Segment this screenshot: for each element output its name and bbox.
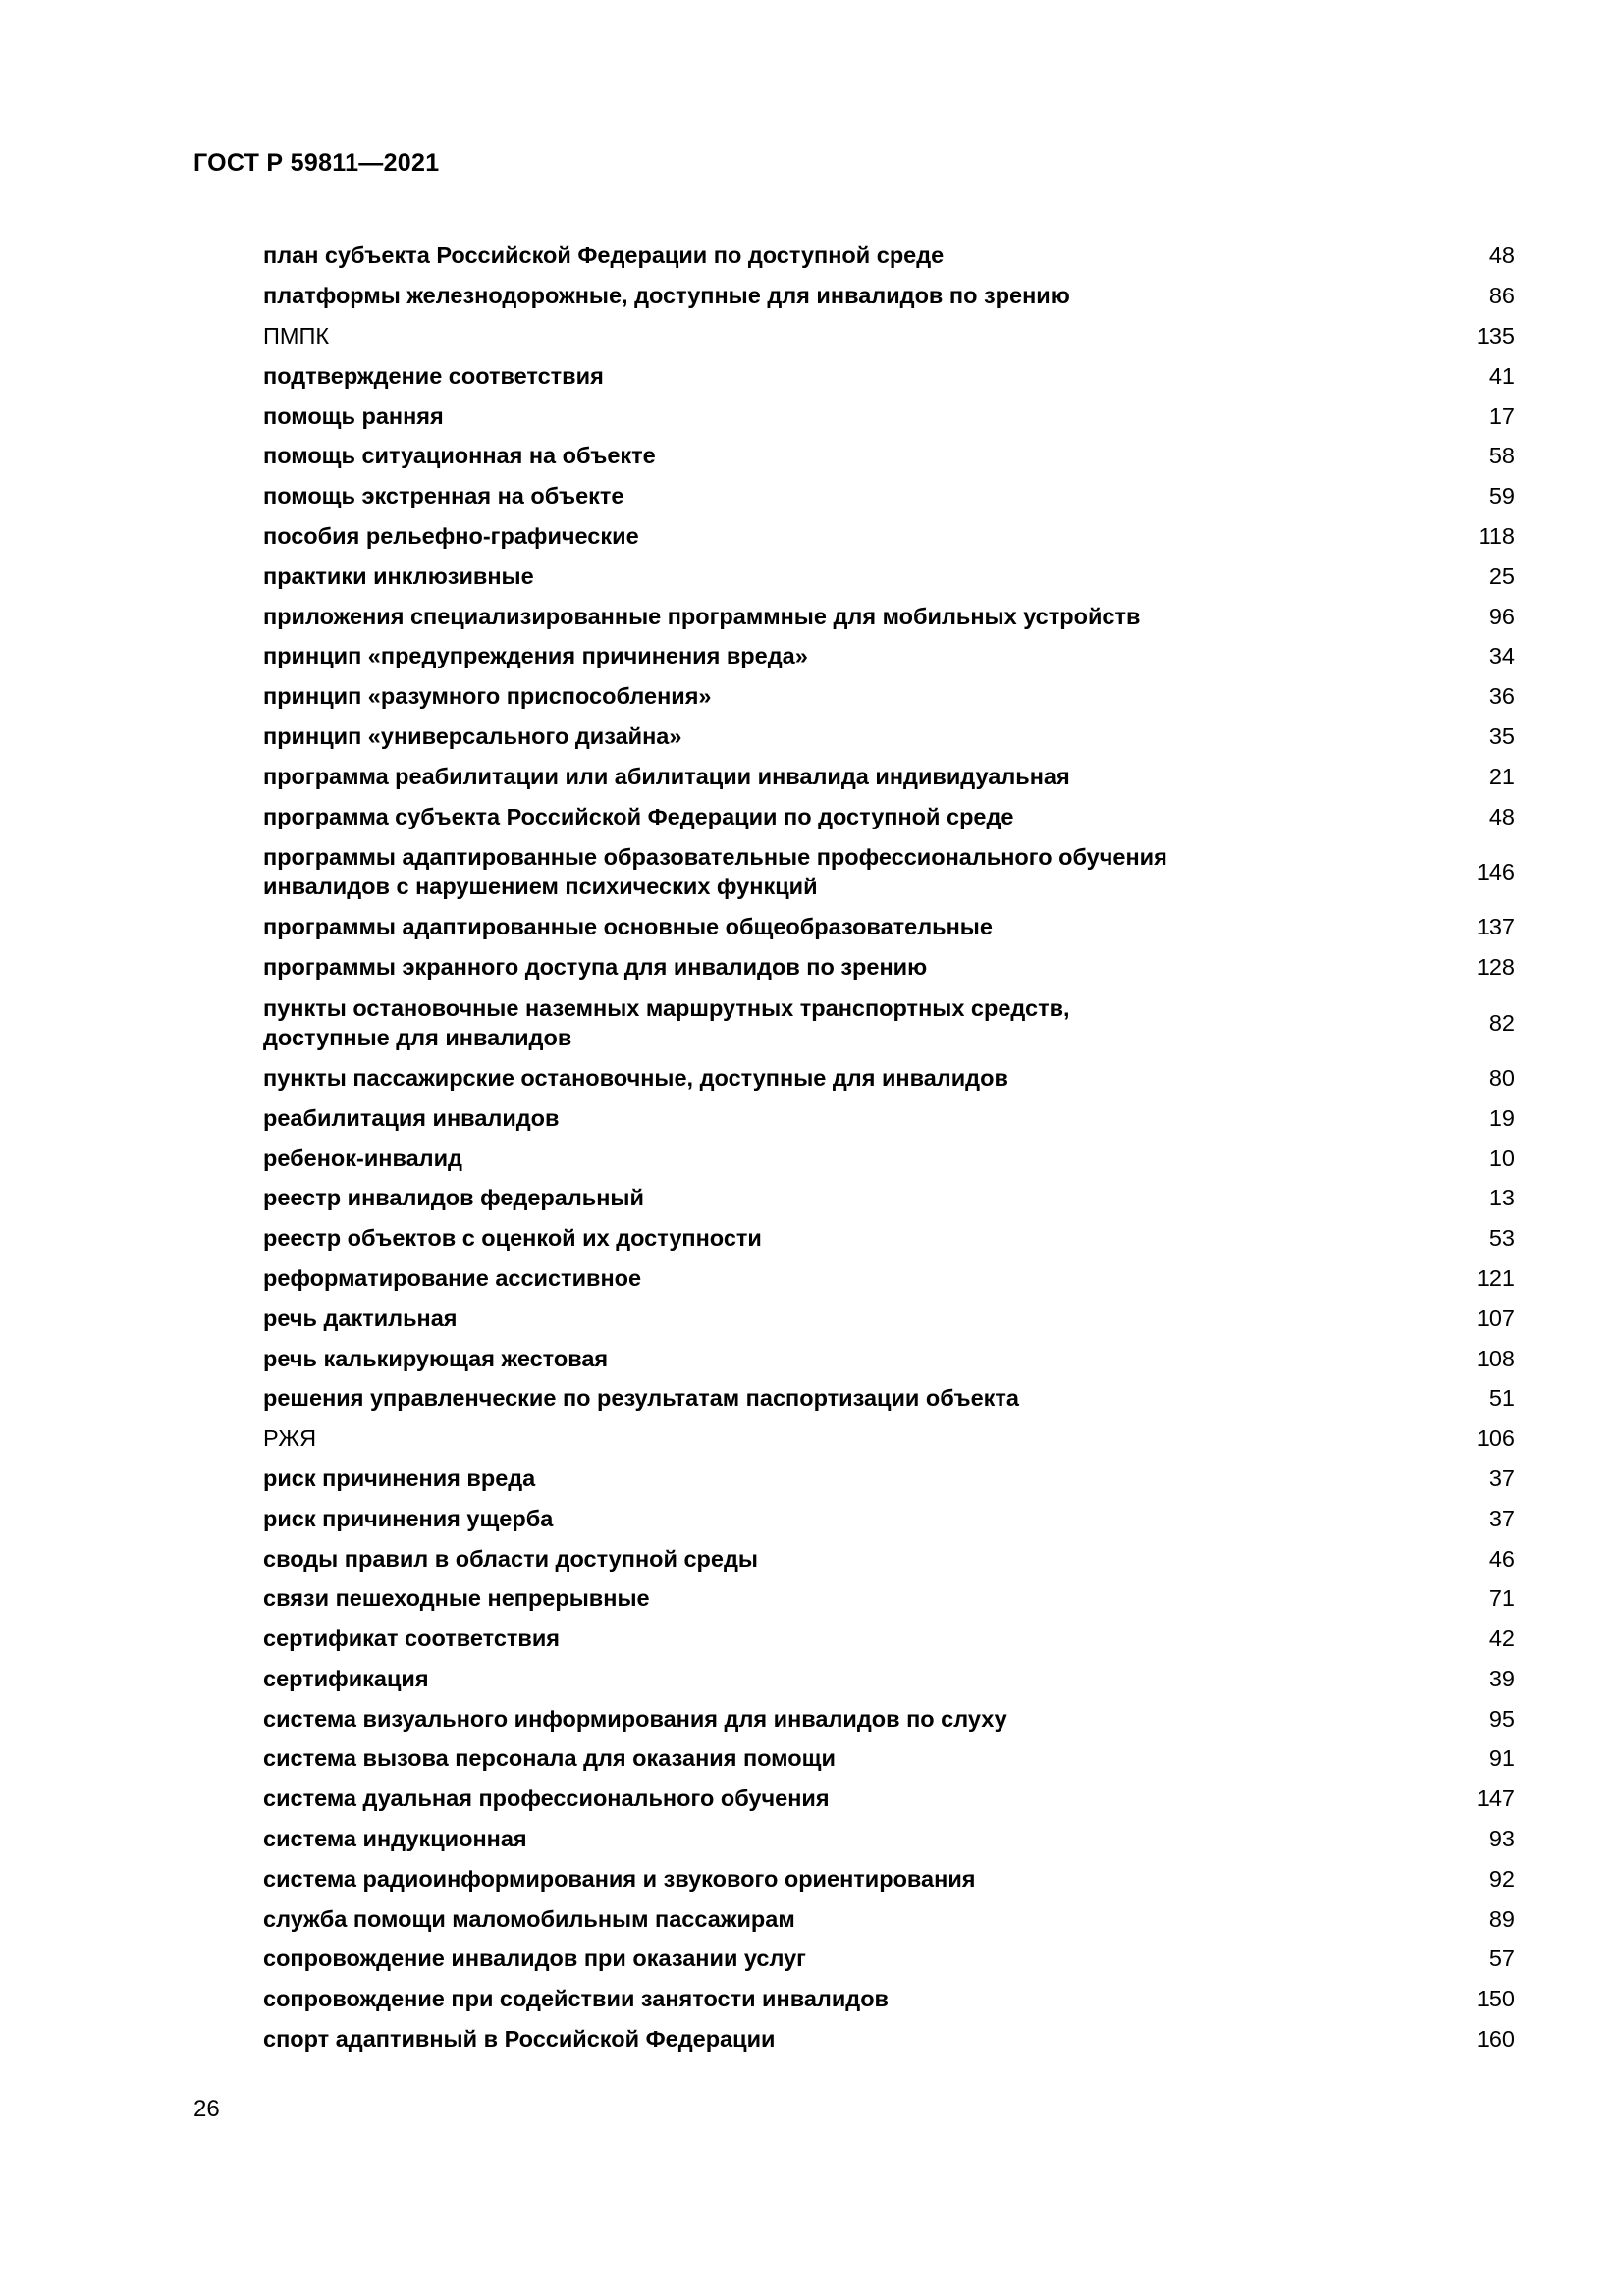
- index-term: принцип «разумного приспособления»: [263, 683, 712, 710]
- index-entry: [263, 1898, 1515, 1939]
- index-page: 58: [1489, 443, 1515, 469]
- index-entry: [263, 717, 1515, 757]
- index-page: 82: [1489, 1009, 1515, 1036]
- index-page: 89: [1489, 1905, 1515, 1932]
- index-term: программа субъекта Российской Федерации по доступной среде: [263, 803, 1014, 829]
- index-page: 160: [1476, 2026, 1515, 2053]
- index-entry: [263, 596, 1515, 636]
- index-term: ПМПК: [263, 322, 330, 348]
- index-term-line-2: доступные для инвалидов: [263, 1024, 572, 1050]
- index-entry: [263, 676, 1515, 717]
- index-term: реестр инвалидов федеральный: [263, 1185, 644, 1211]
- index-term: служба помощи маломобильным пассажирам: [263, 1905, 795, 1932]
- index-page: 91: [1489, 1745, 1515, 1772]
- index-term: сертификат соответствия: [263, 1626, 561, 1652]
- index-term-line-1: программы адаптированные образовательные профессионального обучения: [263, 843, 1167, 870]
- index-entry: [263, 1338, 1515, 1378]
- index-page: 96: [1489, 603, 1515, 629]
- index-term: программа реабилитации или абилитации инвалида индивидуальная: [263, 763, 1070, 789]
- index-term: [263, 993, 1070, 1052]
- index-term: реестр объектов с оценкой их доступности: [263, 1225, 762, 1252]
- index-page: 128: [1476, 954, 1515, 981]
- index-term: ребенок-инвалид: [263, 1145, 462, 1171]
- index-page: 48: [1489, 242, 1515, 269]
- index-page: 121: [1476, 1264, 1515, 1291]
- index-page: 59: [1489, 483, 1515, 509]
- index-term: реформатирование ассистивное: [263, 1264, 642, 1291]
- index-term-line-1: пункты остановочные наземных маршрутных транспортных средств,: [263, 994, 1070, 1021]
- index-entry: [263, 636, 1515, 676]
- index-entry: [263, 396, 1515, 436]
- index-entry: [263, 1578, 1515, 1619]
- index-page: 147: [1476, 1786, 1515, 1812]
- index-page: 37: [1489, 1505, 1515, 1531]
- index-entry: [263, 1498, 1515, 1538]
- index-term: пункты пассажирские остановочные, доступные для инвалидов: [263, 1064, 1008, 1091]
- index-entry: [263, 1097, 1515, 1138]
- index-page: 51: [1489, 1385, 1515, 1412]
- index-entry: [263, 556, 1515, 596]
- index-term: система визуального информирования для инвалидов по слуху: [263, 1705, 1007, 1732]
- index-page: 13: [1489, 1185, 1515, 1211]
- index-entry: [263, 1538, 1515, 1578]
- index-entry: [263, 1418, 1515, 1459]
- index-page: 146: [1476, 858, 1515, 884]
- index-term-line-2: инвалидов с нарушением психических функций: [263, 873, 818, 899]
- index-page: 106: [1476, 1425, 1515, 1452]
- document-header: ГОСТ Р 59811—2021: [193, 149, 440, 177]
- index-entry: [263, 836, 1515, 907]
- index-entry: [263, 516, 1515, 557]
- index-term: план субъекта Российской Федерации по доступной среде: [263, 242, 945, 269]
- index-entry: [263, 1659, 1515, 1699]
- index-entry: [263, 1459, 1515, 1499]
- index-page: 10: [1489, 1145, 1515, 1171]
- index-entry: [263, 1738, 1515, 1779]
- index-term: практики инклюзивные: [263, 562, 534, 589]
- index-term: сертификация: [263, 1665, 429, 1691]
- index-entry: [263, 1819, 1515, 1859]
- index-term: спорт адаптивный в Российской Федерации: [263, 2026, 776, 2053]
- index-term: РЖЯ: [263, 1425, 317, 1452]
- index-entry: [263, 316, 1515, 356]
- index-page: 86: [1489, 283, 1515, 309]
- index-page: 118: [1478, 522, 1515, 549]
- index-entry: [263, 1378, 1515, 1418]
- index-entry: [263, 1258, 1515, 1299]
- index-page: 71: [1489, 1585, 1515, 1612]
- index-term: система дуальная профессионального обучения: [263, 1786, 830, 1812]
- index-term: принцип «универсального дизайна»: [263, 722, 682, 749]
- index-page: 57: [1489, 1946, 1515, 1972]
- index-page: 80: [1489, 1064, 1515, 1091]
- index-entry: [263, 1779, 1515, 1819]
- index-term: система радиоинформирования и звукового ориентирования: [263, 1865, 976, 1892]
- index-term: помощь ситуационная на объекте: [263, 443, 656, 469]
- index-page: 21: [1489, 763, 1515, 789]
- index-entry: [263, 796, 1515, 836]
- index-entry: [263, 236, 1515, 276]
- index-term: приложения специализированные программные для мобильных устройств: [263, 603, 1141, 629]
- index-entry: [263, 1178, 1515, 1218]
- index-entry: [263, 1218, 1515, 1258]
- index-page: 39: [1489, 1665, 1515, 1691]
- index-entry: [263, 1979, 1515, 2019]
- index-page: 34: [1489, 643, 1515, 669]
- index-page: 150: [1476, 1986, 1515, 2012]
- index-page: 17: [1489, 402, 1515, 429]
- index-term: речь калькирующая жестовая: [263, 1345, 609, 1371]
- index-page: 25: [1489, 562, 1515, 589]
- index-page: 53: [1489, 1225, 1515, 1252]
- index-entry: [263, 1619, 1515, 1659]
- index-entry: [263, 1298, 1515, 1338]
- index-term: помощь экстренная на объекте: [263, 483, 624, 509]
- index-term: программы адаптированные основные общеобразовательные: [263, 914, 993, 940]
- index-page: 93: [1489, 1826, 1515, 1852]
- index-term: [263, 842, 1167, 901]
- index-term: система индукционная: [263, 1826, 527, 1852]
- index-entry: [263, 1138, 1515, 1178]
- index-term: система вызова персонала для оказания помощи: [263, 1745, 836, 1772]
- index-entry: [263, 1858, 1515, 1898]
- index-entry: [263, 1698, 1515, 1738]
- index-page: 95: [1489, 1705, 1515, 1732]
- index-term: риск причинения ущерба: [263, 1505, 554, 1531]
- index-page: 137: [1476, 914, 1515, 940]
- index-entry: [263, 476, 1515, 516]
- index-page: 37: [1489, 1465, 1515, 1491]
- index-term: принцип «предупреждения причинения вреда»: [263, 643, 808, 669]
- index-entry: [263, 988, 1515, 1058]
- index-page: 108: [1476, 1345, 1515, 1371]
- index-term: решения управленческие по результатам паспортизации объекта: [263, 1385, 1019, 1412]
- index-entry: [263, 276, 1515, 316]
- index-entry: [263, 1058, 1515, 1098]
- index-entry: [263, 907, 1515, 947]
- alphabetical-index: [263, 236, 1515, 2058]
- index-term: подтверждение соответствия: [263, 362, 604, 389]
- index-term: сопровождение при содействии занятости инвалидов: [263, 1986, 890, 2012]
- index-term: реабилитация инвалидов: [263, 1104, 560, 1131]
- index-term: своды правил в области доступной среды: [263, 1545, 758, 1572]
- index-entry: [263, 355, 1515, 396]
- index-page: 19: [1489, 1104, 1515, 1131]
- index-page: 46: [1489, 1545, 1515, 1572]
- index-page: 107: [1476, 1305, 1515, 1331]
- index-term: платформы железнодорожные, доступные для инвалидов по зрению: [263, 283, 1070, 309]
- index-entry: [263, 436, 1515, 476]
- index-term: программы экранного доступа для инвалидов по зрению: [263, 954, 928, 981]
- index-entry: [263, 756, 1515, 796]
- index-page: 36: [1489, 683, 1515, 710]
- index-page: 48: [1489, 803, 1515, 829]
- page-number: 26: [193, 2096, 220, 2122]
- index-term: связи пешеходные непрерывные: [263, 1585, 650, 1612]
- index-term: помощь ранняя: [263, 402, 444, 429]
- index-page: 42: [1489, 1626, 1515, 1652]
- index-term: речь дактильная: [263, 1305, 458, 1331]
- index-page: 135: [1476, 322, 1515, 348]
- index-term: сопровождение инвалидов при оказании услуг: [263, 1946, 806, 1972]
- index-entry: [263, 1939, 1515, 1979]
- index-entry: [263, 947, 1515, 988]
- index-term: пособия рельефно-графические: [263, 522, 639, 549]
- index-page: 41: [1489, 362, 1515, 389]
- index-page: 92: [1489, 1865, 1515, 1892]
- index-term: риск причинения вреда: [263, 1465, 536, 1491]
- index-entry: [263, 2019, 1515, 2059]
- index-page: 35: [1489, 722, 1515, 749]
